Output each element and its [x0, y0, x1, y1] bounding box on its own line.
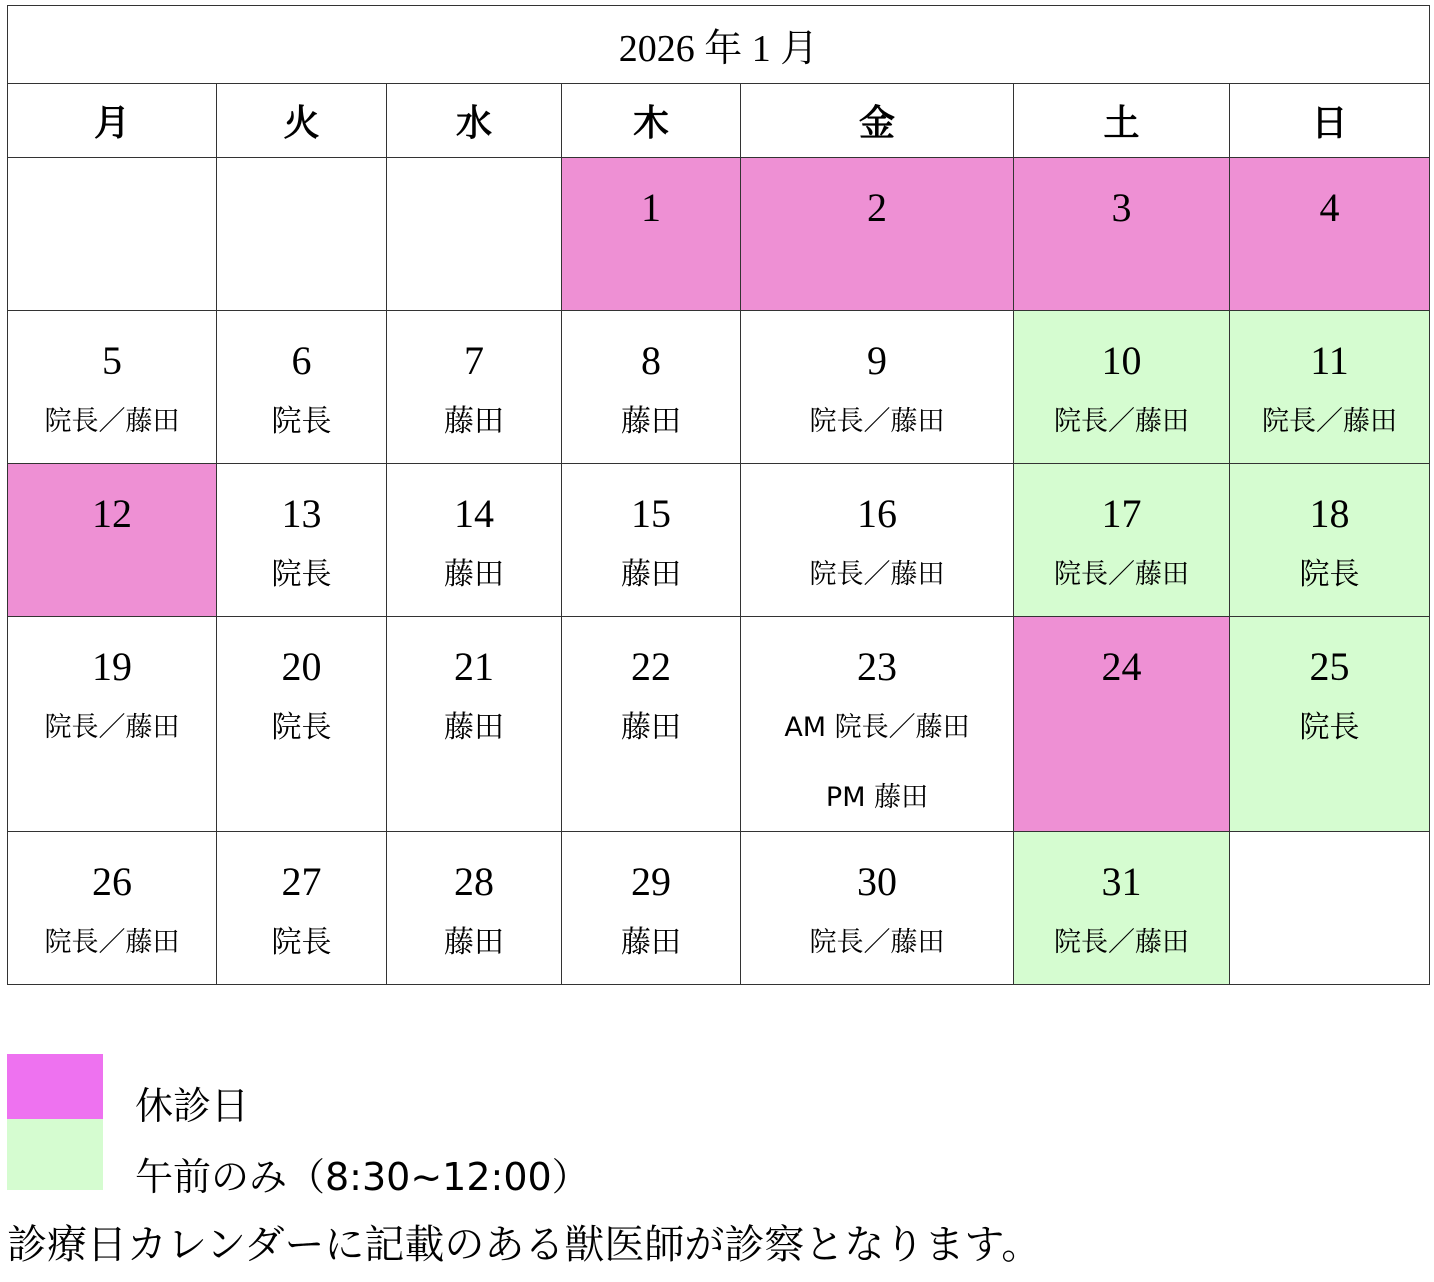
doctor-note: 院長／藤田 [44, 406, 180, 437]
doctor-note: 藤田 [444, 925, 504, 960]
doctor-note: 院長 [271, 404, 332, 439]
day-number: 21 [454, 644, 494, 689]
day-cell [1014, 158, 1230, 311]
day-number: 30 [857, 859, 897, 904]
day-cell [741, 832, 1014, 985]
day-cell [8, 464, 217, 617]
day-number: 16 [857, 491, 897, 536]
legend-morning-label: 午前のみ（8:30~12:00） [135, 1155, 590, 1199]
weekday-header: 水 [387, 84, 562, 158]
day-number: 26 [92, 859, 132, 904]
day-number: 25 [1309, 644, 1350, 689]
doctor-note: 院長 [1299, 710, 1360, 745]
day-number: 31 [1101, 859, 1142, 904]
week-row [8, 617, 1430, 832]
day-number: 15 [631, 491, 671, 536]
day-cell [562, 464, 741, 617]
doctor-note: 院長 [271, 925, 332, 960]
empty-day-cell [217, 158, 387, 311]
legend-closed-swatch [7, 1054, 103, 1119]
doctor-note-pm: PM 藤田 [825, 782, 929, 813]
empty-day-cell [387, 158, 562, 311]
day-number: 27 [281, 859, 322, 904]
doctor-note: 院長／藤田 [809, 406, 945, 437]
day-cell [1014, 464, 1230, 617]
day-cell [562, 832, 741, 985]
day-number: 29 [631, 859, 671, 904]
legend-morning-swatch [7, 1119, 103, 1190]
weekday-header: 木 [562, 84, 741, 158]
day-number: 8 [641, 338, 661, 383]
empty-day-cell [8, 158, 217, 311]
day-number: 19 [92, 644, 132, 689]
calendar-table [7, 5, 1430, 985]
week-row [8, 464, 1430, 617]
day-number: 22 [631, 644, 671, 689]
day-number: 14 [454, 491, 494, 536]
legend-closed-label: 休診日 [135, 1084, 250, 1128]
day-cell [741, 617, 1014, 832]
day-cell [1014, 832, 1230, 985]
doctor-note: 院長 [1299, 557, 1360, 592]
weekday-header: 日 [1230, 84, 1430, 158]
day-cell [562, 158, 741, 311]
day-number: 1 [641, 185, 661, 230]
day-cell [1014, 617, 1230, 832]
day-number: 13 [281, 491, 322, 536]
doctor-note: 院長／藤田 [44, 712, 180, 743]
day-cell [8, 832, 217, 985]
day-cell [8, 311, 217, 464]
week-row [8, 832, 1430, 985]
day-cell [562, 617, 741, 832]
day-cell [1230, 617, 1430, 832]
day-cell [387, 832, 562, 985]
day-number: 10 [1101, 338, 1142, 383]
week-row [8, 311, 1430, 464]
doctor-note: 院長／藤田 [809, 559, 945, 590]
day-cell [1230, 311, 1430, 464]
day-number: 5 [102, 338, 122, 383]
day-number: 23 [857, 644, 897, 689]
day-cell [1230, 464, 1430, 617]
day-cell [741, 158, 1014, 311]
day-number: 4 [1319, 185, 1340, 230]
doctor-note: 院長／藤田 [1054, 559, 1189, 590]
doctor-note: 藤田 [621, 710, 681, 745]
doctor-note: 院長／藤田 [44, 927, 180, 958]
doctor-note: 藤田 [621, 925, 681, 960]
weekday-header: 月 [8, 84, 217, 158]
week-row [8, 158, 1430, 311]
day-number: 3 [1111, 185, 1132, 230]
day-cell [387, 311, 562, 464]
day-number: 7 [464, 338, 484, 383]
doctor-note: 藤田 [444, 710, 504, 745]
month-title: 2026 年 1 月 [8, 6, 1430, 84]
doctor-note: 院長 [271, 557, 332, 592]
day-number: 18 [1309, 491, 1350, 536]
day-cell [562, 311, 741, 464]
doctor-note: 藤田 [621, 557, 681, 592]
doctor-note: 院長／藤田 [1054, 927, 1189, 958]
empty-day-cell [1230, 832, 1430, 985]
doctor-note: 藤田 [621, 404, 681, 439]
day-cell [741, 311, 1014, 464]
day-number: 2 [867, 185, 887, 230]
doctor-note: 院長 [271, 710, 332, 745]
day-cell [1014, 311, 1230, 464]
day-number: 9 [867, 338, 887, 383]
weekday-header-row [8, 84, 1430, 158]
doctor-note: 院長／藤田 [809, 927, 945, 958]
day-number: 6 [291, 338, 312, 383]
day-cell [741, 464, 1014, 617]
day-cell [1230, 158, 1430, 311]
day-number: 11 [1310, 338, 1349, 383]
doctor-note: 院長／藤田 [1054, 406, 1189, 437]
day-number: 17 [1101, 491, 1142, 536]
doctor-note: 院長／藤田 [1262, 406, 1398, 437]
doctor-note: 藤田 [444, 557, 504, 592]
day-cell [387, 464, 562, 617]
footer-note: 診療日カレンダーに記載のある獣医師が診察となります。 [7, 1222, 1042, 1268]
weekday-header: 土 [1014, 84, 1230, 158]
day-cell [8, 617, 217, 832]
day-number: 12 [92, 491, 132, 536]
day-cell [217, 464, 387, 617]
day-number: 20 [281, 644, 322, 689]
weekday-header: 火 [217, 84, 387, 158]
weekday-header: 金 [741, 84, 1014, 158]
day-number: 28 [454, 859, 494, 904]
day-cell [387, 617, 562, 832]
doctor-note: 藤田 [444, 404, 504, 439]
day-number: 24 [1101, 644, 1142, 689]
doctor-note: AM 院長／藤田 [784, 712, 970, 743]
day-cell [217, 311, 387, 464]
day-cell [217, 617, 387, 832]
day-cell [217, 832, 387, 985]
